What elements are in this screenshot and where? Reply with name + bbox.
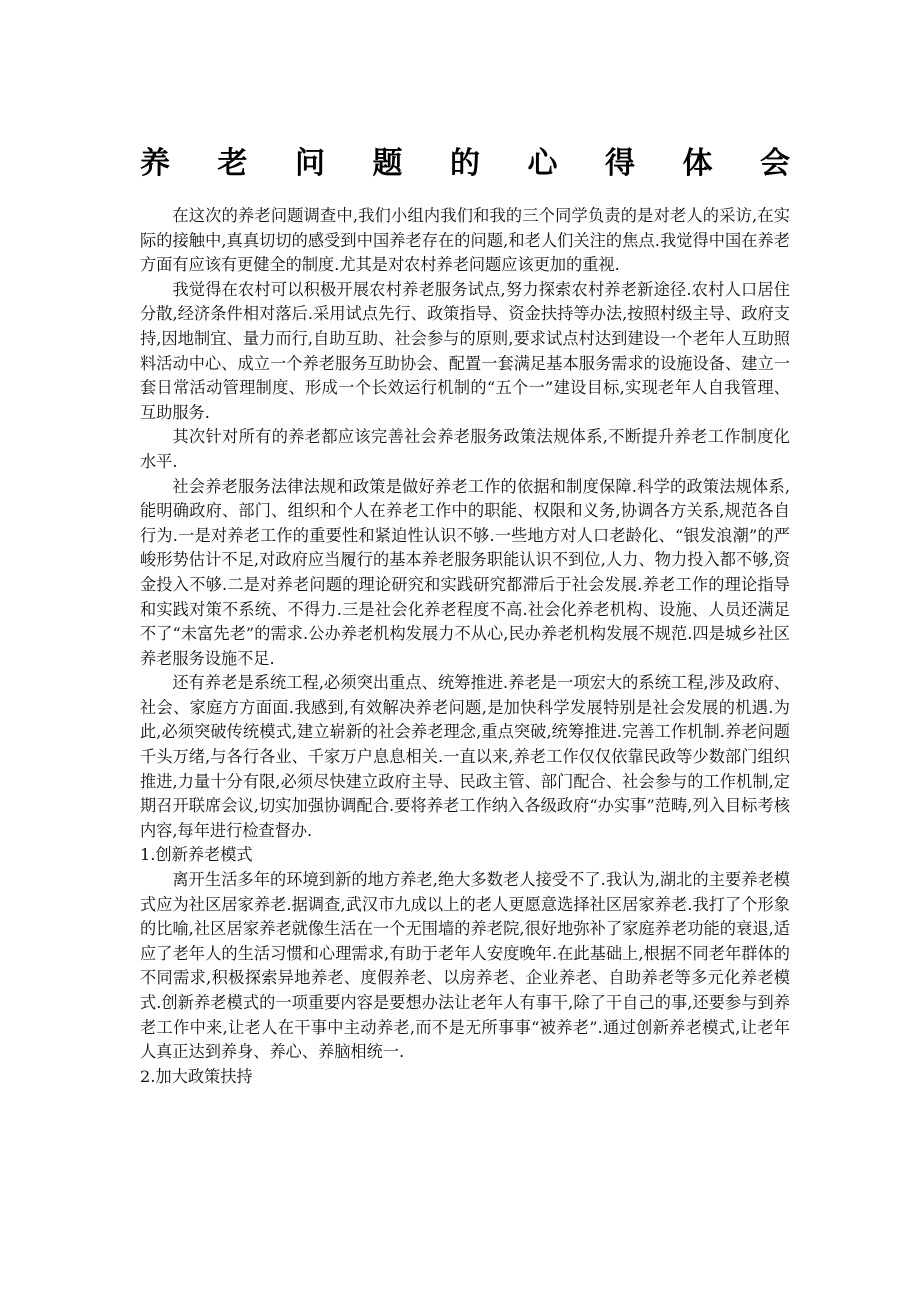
paragraph-innovation: 离开生活多年的环境到新的地方养老,绝大多数老人接受不了.我认为,湖北的主要养老模式应为社区居家养老.据调查,武汉市九成以上的老人更愿意选择社区居家养老.我打了个形象的比喻,社区居家养老就像生活在一个无围墙的养老院,很好地弥补了家庭养老功能的衰退,适应了老年人的生活习惯和心理需求,有助于老年人安度晚年.在此基础上,根据不同老年群体的不同需求,积极探索异地养老、度假养老、以房养老、企业养老、自助养老等多元化养老模式.创新养老模式的一项重要内容是要想办法让老年人有事干,除了干自己的事,还要参与到养老工作中来,让老人在干事中主动养老,而不是无所事事“被养老”.通过创新养老模式,让老年人真正达到养身、养心、养脑相统一. [140,870,790,1062]
paragraph-intro: 在这次的养老问题调查中,我们小组内我们和我的三个同学负责的是对老人的采访,在实际的接触中,真真切切的感受到中国养老存在的问题,和老人们关注的焦点.我觉得中国在养老方面有应该有更健全的制度.尤其是对农村养老问题应该更加的重视. [140,206,790,275]
paragraph-rural-pilot: 我觉得在农村可以积极开展农村养老服务试点,努力探索农村养老新途径.农村人口居住分散,经济条件相对落后.采用试点先行、政策指导、资金扶持等办法,按照村级主导、政府支持,因地制宜、量力而行,自助互助、社会参与的原则,要求试点村达到建设一个老年人互助照料活动中心、成立一个养老服务互助协会、配置一套满足基本服务需求的设施设备、建立一套日常活动管理制度、形成一个长效运行机制的“五个一”建设目标,实现老年人自我管理、互助服务. [140,279,790,422]
document-title [140,138,790,182]
section-heading: 2.加大政策扶持 [140,1066,253,1086]
title-char: 会 [760,146,790,181]
title-char: 养 [140,146,170,181]
title-char: 心 [527,146,558,181]
paragraph-system-engineering: 还有养老是系统工程,必须突出重点、统筹推进.养老是一项宏大的系统工程,涉及政府、社会、家庭方方面面.我感到,有效解决养老问题,是加快科学发展特别是社会发展的机遇.为此,必须突破传统模式,建立崭新的社会养老理念,重点突破,统筹推进.完善工作机制.养老问题千头万绪,与各行各业、千家万户息息相关.一直以来,养老工作仅仅依靠民政等少数部门组织推进,力量十分有限,必须尽快建立政府主导、民政主管、部门配合、社会参与的工作机制,定期召开联席会议,切实加强协调配合.要将养老工作纳入各级政府“办实事”范畴,列入目标考核内容,每年进行检查督办. [140,673,790,840]
title-char: 题 [372,146,403,181]
title-char: 得 [605,146,635,181]
document-page [140,0,790,1089]
paragraph-policy-system: 其次针对所有的养老都应该完善社会养老服务政策法规体系,不断提升养老工作制度化水平. [140,427,790,471]
section-heading: 1.创新养老模式 [140,845,253,865]
title-char: 问 [295,146,325,181]
title-char: 体 [682,146,713,181]
title-char: 老 [217,146,248,181]
paragraph-laws-and-policy: 社会养老服务法律法规和政策是做好养老工作的依据和制度保障.科学的政策法规体系,能明确政府、部门、组织和个人在养老工作中的职能、权限和义务,协调各方关系,规范各自行为.一是对养老工作的重要性和紧迫性认识不够.一些地方对人口老龄化、“银发浪潮”的严峻形势估计不足,对政府应当履行的基本养老服务职能认识不到位,人力、物力投入都不够,资金投入不够.二是对养老问题的理论研究和实践研究都滞后于社会发展.养老工作的理论指导和实践对策不系统、不得力.三是社会化养老程度不高.社会化养老机构、设施、人员还满足不了“未富先老”的需求.公办养老机构发展力不从心,民办养老机构发展不规范.四是城乡社区养老服务设施不足. [140,476,790,668]
title-char: 的 [450,146,480,181]
document-body [140,204,790,1089]
